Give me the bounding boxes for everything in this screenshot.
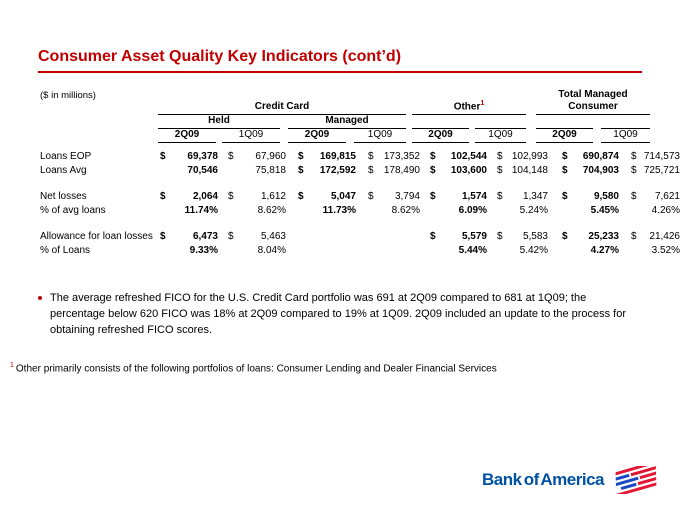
cell-value: 5,047 [330, 191, 356, 202]
col-group-total-managed-line1: Total Managed [558, 89, 628, 100]
cell-value: 5.24% [519, 205, 548, 216]
data-cell [158, 244, 220, 258]
cell-value: 75,818 [255, 165, 286, 176]
data-cell [629, 230, 680, 244]
dollar-sign: $ [631, 191, 637, 202]
col-group-other-label: Other [453, 101, 481, 112]
dollar-sign: $ [497, 231, 503, 242]
page-title: Consumer Asset Quality Key Indicators (cont’d) [38, 48, 402, 65]
cell-value: 8.62% [391, 205, 420, 216]
data-cell [629, 244, 680, 258]
dollar-sign: $ [631, 165, 637, 176]
cell-value: 67,960 [255, 151, 286, 162]
footnote-superscript: 1 [10, 362, 14, 369]
data-cell [226, 190, 288, 204]
data-cell [629, 164, 680, 178]
dollar-sign: $ [228, 231, 234, 242]
dollar-sign: $ [368, 191, 374, 202]
col-header-tmc-1q09: 1Q09 [601, 129, 650, 143]
dollar-sign: $ [368, 151, 374, 162]
data-cell [428, 164, 489, 178]
row-label: Net losses [40, 191, 87, 202]
cell-value: 25,233 [588, 231, 619, 242]
footnote [10, 362, 497, 374]
header-row-subgroups [40, 115, 680, 129]
table-row [40, 244, 680, 258]
data-cell [495, 204, 550, 218]
cell-value: 102,993 [511, 151, 548, 162]
cell-value: 104,148 [511, 165, 548, 176]
col-header-held-2q09: 2Q09 [158, 129, 216, 143]
table-header-body-gap [40, 143, 680, 150]
data-cell [226, 230, 288, 244]
cell-value: 6,473 [192, 231, 218, 242]
col-header-held-1q09: 1Q09 [222, 129, 280, 143]
cell-value: 5,579 [461, 231, 487, 242]
cell-value: 172,592 [319, 165, 356, 176]
cell-value: 690,874 [582, 151, 619, 162]
cell-value: 7,621 [654, 191, 680, 202]
data-cell [226, 164, 288, 178]
dollar-sign: $ [298, 165, 304, 176]
row-label: Allowance for loan losses [40, 231, 153, 242]
dollar-sign: $ [430, 231, 436, 242]
cell-value: 169,815 [319, 151, 356, 162]
col-subgroup-held: Held [158, 115, 280, 129]
data-cell [428, 204, 489, 218]
data-cell [428, 230, 489, 244]
dollar-sign: $ [368, 165, 374, 176]
data-cell [158, 204, 220, 218]
cell-value: 9,580 [593, 191, 619, 202]
data-cell [296, 190, 358, 204]
data-cell [629, 204, 680, 218]
col-header-tmc-2q09: 2Q09 [536, 129, 593, 143]
data-cell [629, 190, 680, 204]
cell-value: 1,574 [461, 191, 487, 202]
data-cell [226, 150, 288, 164]
bank-of-america-logo [482, 466, 662, 494]
dollar-sign: $ [160, 231, 166, 242]
cell-value: 5.44% [458, 245, 487, 256]
header-row-quarters [40, 129, 680, 143]
data-cell [560, 204, 621, 218]
cell-value: 6.09% [458, 205, 487, 216]
units-note: ($ in millions) [40, 90, 96, 101]
col-subgroup-managed: Managed [288, 115, 406, 129]
cell-value: 4.27% [590, 245, 619, 256]
table-row [40, 230, 680, 244]
data-cell [366, 164, 422, 178]
table-row [40, 204, 680, 218]
dollar-sign: $ [562, 151, 568, 162]
data-cell [495, 230, 550, 244]
dollar-sign: $ [160, 151, 166, 162]
data-cell [560, 190, 621, 204]
dollar-sign: $ [497, 191, 503, 202]
table-body [40, 150, 680, 258]
row-label: Loans EOP [40, 151, 92, 162]
title-rule [38, 71, 642, 73]
dollar-sign: $ [298, 191, 304, 202]
data-cell [629, 150, 680, 164]
table-row [40, 164, 680, 178]
table-row [40, 150, 680, 164]
row-label: % of avg loans [40, 205, 106, 216]
cell-value: 9.33% [189, 245, 218, 256]
cell-value: 21,426 [649, 231, 680, 242]
data-cell [560, 164, 621, 178]
header-row-groups [40, 99, 680, 115]
cell-value: 2,064 [192, 191, 218, 202]
cell-value: 70,546 [187, 165, 218, 176]
data-cell [296, 150, 358, 164]
data-cell [226, 204, 288, 218]
dollar-sign: $ [631, 231, 637, 242]
cell-value: 714,573 [643, 151, 680, 162]
cell-value: 103,600 [450, 165, 487, 176]
data-cell [158, 190, 220, 204]
bank-of-america-flag-icon [610, 466, 662, 494]
cell-value: 5,583 [522, 231, 548, 242]
col-header-managed-2q09: 2Q09 [288, 129, 346, 143]
cell-value: 3,794 [394, 191, 420, 202]
data-cell [158, 230, 220, 244]
dollar-sign: $ [562, 231, 568, 242]
cell-value: 8.62% [257, 205, 286, 216]
row-label: Loans Avg [40, 165, 87, 176]
bank-of-america-logo-text: Bank of America [481, 470, 604, 489]
cell-value: 178,490 [383, 165, 420, 176]
dollar-sign: $ [430, 165, 436, 176]
data-cell [296, 204, 358, 218]
data-cell [495, 190, 550, 204]
dollar-sign: $ [228, 151, 234, 162]
col-header-other-2q09: 2Q09 [412, 129, 469, 143]
cell-value: 725,721 [643, 165, 680, 176]
col-group-other [412, 98, 526, 115]
indicators-table [40, 90, 680, 258]
cell-value: 704,903 [582, 165, 619, 176]
data-cell [495, 244, 550, 258]
data-cell [158, 150, 220, 164]
dollar-sign: $ [497, 151, 503, 162]
dollar-sign: $ [562, 191, 568, 202]
dollar-sign: $ [562, 165, 568, 176]
dollar-sign: $ [228, 191, 234, 202]
dollar-sign: $ [430, 191, 436, 202]
data-cell [560, 230, 621, 244]
data-cell [158, 164, 220, 178]
cell-value: 11.74% [184, 205, 218, 216]
bullet-text: The average refreshed FICO for the U.S. Credit Card portfolio was 691 at 2Q09 compared to 681 at 1Q09; the percentage below 620 FICO was 18% at 2Q09 compared to 19% at 1Q09. 2Q09 included an update to the process for obtaining refreshed FICO scores. [50, 292, 627, 336]
data-cell [560, 244, 621, 258]
dollar-sign: $ [160, 191, 166, 202]
bullet-item [38, 290, 634, 338]
footnote-ref-superscript: 1 [480, 99, 485, 107]
footnote-text: Other primarily consists of the following portfolios of loans: Consumer Lending and Dealer Financial Services [15, 363, 497, 375]
col-header-other-1q09: 1Q09 [475, 129, 526, 143]
data-cell [495, 150, 550, 164]
row-spacer [40, 178, 680, 190]
dollar-sign: $ [631, 151, 637, 162]
data-cell [495, 164, 550, 178]
dollar-sign: $ [298, 151, 304, 162]
bullet-marker-icon [38, 296, 42, 300]
row-label: % of Loans [40, 245, 91, 256]
data-cell [366, 150, 422, 164]
cell-value: 5.42% [519, 245, 548, 256]
cell-value: 173,352 [383, 151, 420, 162]
data-cell [428, 244, 489, 258]
cell-value: 1,612 [260, 191, 286, 202]
dollar-sign: $ [497, 165, 503, 176]
cell-value: 5.45% [590, 205, 619, 216]
cell-value: 11.73% [322, 205, 356, 216]
cell-value: 4.26% [651, 205, 680, 216]
table-row [40, 190, 680, 204]
cell-value: 102,544 [450, 151, 487, 162]
cell-value: 3.52% [651, 245, 680, 256]
data-cell [560, 150, 621, 164]
data-cell [296, 164, 358, 178]
dollar-sign: $ [430, 151, 436, 162]
row-spacer [40, 218, 680, 230]
data-cell [366, 190, 422, 204]
col-header-managed-1q09: 1Q09 [354, 129, 406, 143]
cell-value: 1,347 [522, 191, 548, 202]
data-cell [226, 244, 288, 258]
col-group-total-managed-line2: Consumer [536, 101, 650, 115]
cell-value: 69,378 [187, 151, 218, 162]
col-group-credit-card: Credit Card [158, 101, 406, 115]
data-cell [428, 150, 489, 164]
data-cell [428, 190, 489, 204]
cell-value: 5,463 [260, 231, 286, 242]
cell-value: 8.04% [257, 245, 286, 256]
data-cell [366, 204, 422, 218]
